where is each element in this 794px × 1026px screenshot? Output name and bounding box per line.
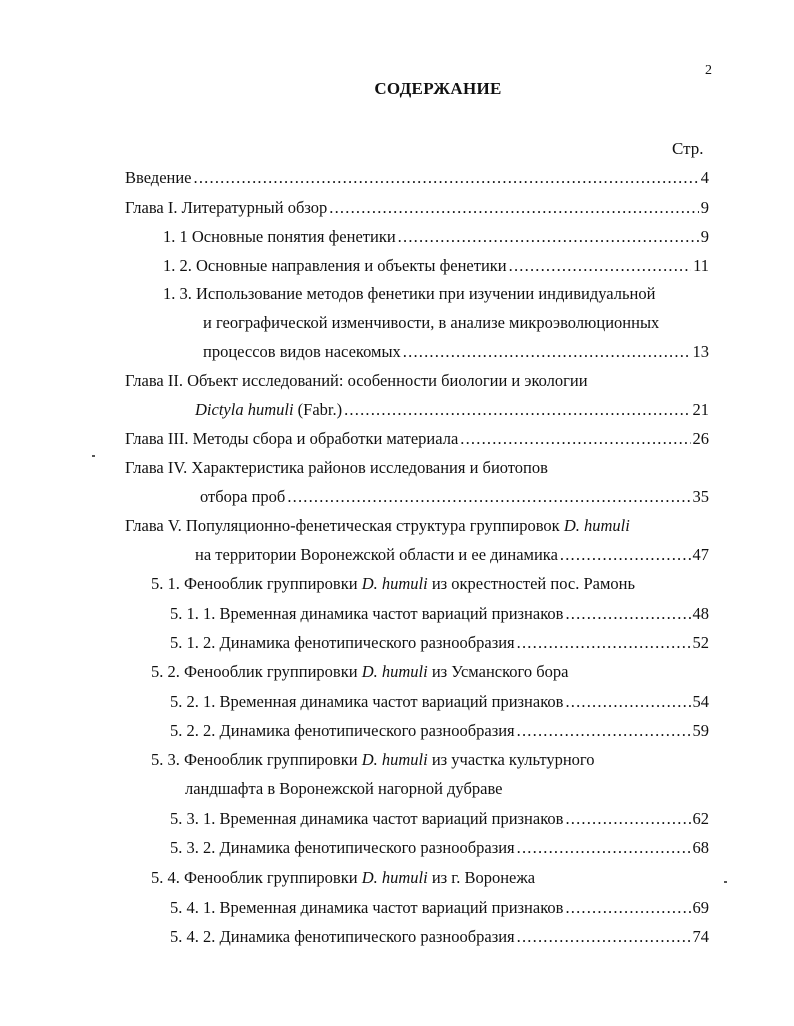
entry-page: 9 (700, 227, 709, 246)
toc-entry-5-3-2 (170, 836, 709, 860)
entry-text: Глава I. Литературный обзор (125, 198, 328, 217)
dot-leader (398, 225, 699, 249)
entry-text: 5. 3. 2. Динамика фенотипического разнообразия (170, 838, 515, 857)
toc-entry-1-3-line-2: и географической изменчивости, в анализе микроэволюционных (203, 313, 660, 332)
entry-page: 69 (692, 898, 709, 917)
toc-entry-1-3-line-1: 1. 3. Использование методов фенетики при изучении индивидуальной (163, 284, 656, 303)
entry-text (195, 398, 342, 422)
entry-page: 47 (692, 545, 709, 564)
toc-entry-chapter-5 (195, 543, 709, 567)
toc-entry-introduction (125, 166, 709, 190)
line-text-post: из окрестностей пос. Рамонь (427, 574, 635, 593)
entry-text: 5. 3. 1. Временная динамика частот вариаций признаков (170, 809, 564, 828)
entry-text: 5. 4. 1. Временная динамика частот вариаций признаков (170, 898, 564, 917)
scan-speck (724, 881, 727, 883)
species-abbrev: D. humuli (361, 574, 428, 593)
toc-entry-chapter-2 (195, 398, 709, 422)
dot-leader (460, 427, 690, 451)
entry-text: отбора проб (200, 487, 286, 506)
toc-entry-chapter-4 (200, 485, 709, 509)
entry-page: 52 (692, 633, 709, 652)
species-abbrev: D. humuli (361, 868, 428, 887)
entry-text: 1. 2. Основные направления и объекты фенетики (163, 256, 507, 275)
entry-page: 11 (693, 256, 709, 275)
entry-text: Глава III. Методы сбора и обработки материала (125, 429, 459, 448)
entry-text: на территории Воронежской области и ее динамика (195, 545, 558, 564)
toc-entry-5-1-2 (170, 631, 709, 655)
toc-entry-chapter-3 (125, 427, 709, 451)
entry-text: 5. 2. 1. Временная динамика частот вариаций признаков (170, 692, 564, 711)
entry-page: 21 (692, 400, 709, 419)
dot-leader (329, 196, 698, 220)
dot-leader (517, 836, 691, 860)
toc-entry-chapter-1 (125, 196, 709, 220)
dot-leader (403, 340, 691, 364)
dot-leader (517, 631, 691, 655)
toc-entry-5-4 (151, 866, 535, 890)
entry-text: 5. 4. 2. Динамика фенотипического разнообразия (170, 927, 515, 946)
line-text: Глава V. Популяционно-фенетическая структура группировок (125, 516, 564, 535)
entry-page: 13 (692, 342, 709, 361)
toc-entry-5-2 (151, 660, 569, 684)
species-abbrev: D. humuli (361, 662, 428, 681)
dot-leader (344, 398, 690, 422)
entry-page: 26 (692, 429, 709, 448)
dot-leader (565, 807, 690, 831)
toc-entry-5-4-1 (170, 896, 709, 920)
species-abbrev: D. humuli (361, 750, 428, 769)
line-text-post: из участка культурного (427, 750, 595, 769)
entry-text: процессов видов насекомых (203, 342, 401, 361)
line-text: 5. 1. Фенооблик группировки (151, 574, 362, 593)
line-text-post: из Усманского бора (427, 662, 569, 681)
entry-page: 68 (692, 838, 709, 857)
toc-entry-chapter-5-line-1 (125, 514, 630, 538)
toc-entry-5-3-1 (170, 807, 709, 831)
toc-entry-1-1 (163, 225, 709, 249)
toc-entry-5-3-line-2: ландшафта в Воронежской нагорной дубраве (185, 779, 503, 798)
dot-leader (517, 925, 691, 949)
dot-leader (560, 543, 691, 567)
dot-leader (287, 485, 690, 509)
toc-entry-chapter-2-line-1: Глава II. Объект исследований: особенности биологии и экологии (125, 371, 588, 390)
line-text: 5. 3. Фенооблик группировки (151, 750, 362, 769)
entry-text: 5. 2. 2. Динамика фенотипического разнообразия (170, 721, 515, 740)
dot-leader (194, 166, 699, 190)
toc-entry-5-2-2 (170, 719, 709, 743)
page-title: СОДЕРЖАНИЕ (374, 79, 502, 98)
toc-entry-1-2 (163, 254, 709, 278)
dot-leader (565, 896, 690, 920)
entry-page: 4 (700, 168, 709, 187)
dot-leader (565, 602, 690, 626)
toc-entry-5-1-1 (170, 602, 709, 626)
toc-entry-5-1 (151, 572, 635, 596)
dot-leader (509, 254, 691, 278)
dot-leader (517, 719, 691, 743)
toc-entry-5-3-line-1 (151, 748, 595, 772)
line-text: 5. 4. Фенооблик группировки (151, 868, 362, 887)
entry-text: Введение (125, 168, 192, 187)
line-text-post: из г. Воронежа (427, 868, 536, 887)
entry-text: 5. 1. 1. Временная динамика частот вариаций признаков (170, 604, 564, 623)
entry-page: 48 (692, 604, 709, 623)
entry-page: 74 (692, 927, 709, 946)
entry-text: 5. 1. 2. Динамика фенотипического разнообразия (170, 633, 515, 652)
species-name: Dictyla humuli (195, 400, 294, 419)
toc-entry-chapter-4-line-1: Глава IV. Характеристика районов исследования и биотопов (125, 458, 548, 477)
toc-entry-5-2-1 (170, 690, 709, 714)
entry-page: 35 (692, 487, 709, 506)
entry-page: 59 (692, 721, 709, 740)
page-number: 2 (705, 63, 712, 78)
species-author: (Fabr.) (293, 400, 343, 419)
species-abbrev: D. humuli (563, 516, 630, 535)
entry-page: 54 (692, 692, 709, 711)
entry-text: 1. 1 Основные понятия фенетики (163, 227, 396, 246)
dot-leader (565, 690, 690, 714)
entry-page: 62 (692, 809, 709, 828)
toc-entry-5-4-2 (170, 925, 709, 949)
toc-entry-1-3 (203, 340, 709, 364)
scan-speck (92, 455, 95, 457)
line-text: 5. 2. Фенооблик группировки (151, 662, 362, 681)
entry-page: 9 (700, 198, 709, 217)
page-column-label: Стр. (672, 139, 704, 158)
